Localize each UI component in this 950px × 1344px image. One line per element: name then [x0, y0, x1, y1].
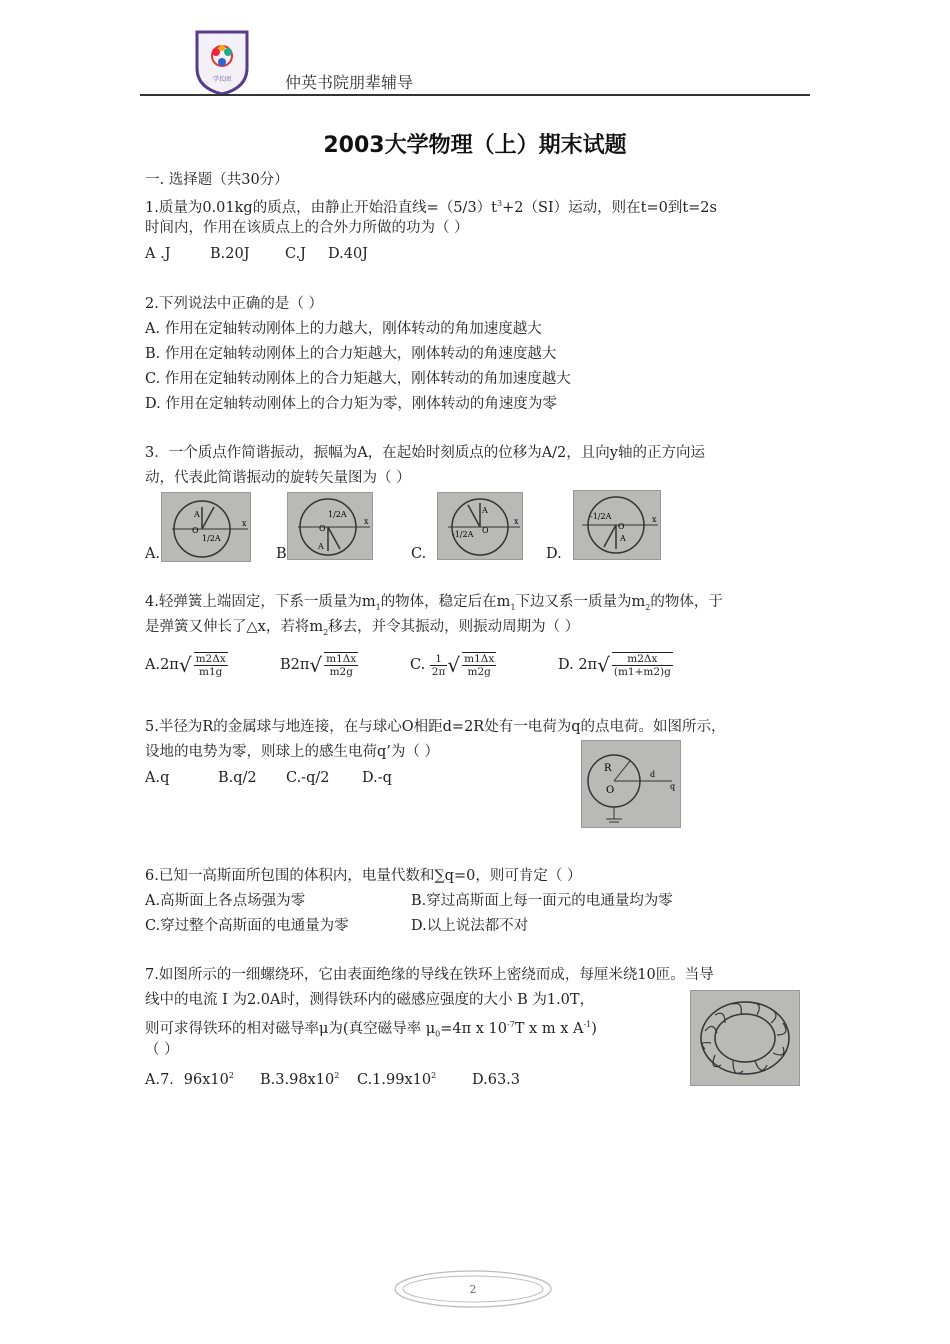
q4-option-a: A.2π√ $\frac{m2\Delta x}{m1g}$	[145, 653, 226, 678]
section-heading: 一. 选择题（共30分）	[145, 172, 289, 188]
q4-option-b: B2π√ $\frac{m1\Delta x}{m2g}$	[280, 653, 357, 678]
q6-option-b: B.穿过高斯面上每一面元的电通量均为零	[411, 893, 673, 909]
q1-option-d: D.40J	[328, 246, 368, 262]
svg-text:-1/2A: -1/2A	[590, 512, 612, 521]
svg-text:x: x	[652, 515, 657, 524]
q4-line2: 是弹簧又伸长了△x，若将$m_2$移去，并令其振动，则振动周期为（ ）	[145, 619, 580, 637]
q5-option-c: C.-q/2	[286, 770, 330, 786]
q6-option-d: D.以上说法都不对	[411, 918, 529, 934]
svg-text:d: d	[650, 770, 656, 779]
q7-line4: （ ）	[145, 1042, 179, 1058]
q2-option-c: C. 作用在定轴转动刚体上的合力矩越大，刚体转动的角加速度越大	[145, 371, 571, 387]
q6-option-c: C.穿过整个高斯面的电通量为零	[145, 918, 349, 934]
q1-option-c: C.J	[285, 246, 306, 262]
q7-line2: 线中的电流 I 为2.0A时，测得铁环内的磁感应强度的大小 B 为1.0T，	[145, 992, 595, 1008]
q1-option-a: A .J	[145, 246, 171, 262]
q5-option-d: D.-q	[362, 770, 392, 786]
q5-option-b: B.q/2	[218, 770, 257, 786]
svg-text:A: A	[194, 510, 200, 519]
q4-line1: 4.轻弹簧上端固定，下系一质量为$m_1$的物体，稳定后在$m_1$下边又系一质量为$m_2$的物体，于	[145, 594, 723, 612]
svg-text:R: R	[604, 763, 612, 774]
q3-figure-d	[573, 490, 661, 560]
logo-text: 学长团	[212, 76, 232, 83]
q5-line2: 设地的电势为零，则球上的感生电荷q’为（ ）	[145, 744, 439, 760]
svg-text:O: O	[606, 785, 615, 796]
q7-line1: 7.如图所示的一细螺绕环，它由表面绝缘的导线在铁环上密绕而成，每厘米绕10匝。当导	[145, 967, 714, 983]
svg-text:A: A	[620, 534, 626, 543]
q3-figure-c	[437, 492, 523, 560]
svg-text:O: O	[192, 526, 199, 535]
q2-stem: 2.下列说法中正确的是（ ）	[145, 296, 323, 312]
q2-option-d: D. 作用在定轴转动刚体上的合力矩为零，刚体转动的角速度为零	[145, 396, 557, 412]
svg-text:x: x	[514, 517, 519, 526]
q3-label-d: D.	[546, 546, 562, 562]
svg-text:O: O	[618, 522, 625, 531]
q3-line1: 3．一个质点作简谐振动，振幅为A，在起始时刻质点的位移为A/2，且向y轴的正方向运	[145, 445, 705, 461]
q3-label-c: C.	[411, 546, 427, 562]
page-title: 2003大学物理（上）期末试题	[323, 133, 627, 158]
q4-option-c: C. $\frac{1}{2\pi}$ √ $\frac{m1\Delta x}{m2g}$	[410, 652, 495, 678]
svg-text:A: A	[318, 542, 324, 551]
q1-option-b: B.20J	[210, 246, 250, 262]
svg-text:O: O	[482, 526, 489, 535]
q3-figure-b	[287, 492, 373, 560]
q5-option-a: A.q	[145, 770, 170, 786]
q2-option-a: A. 作用在定轴转动刚体上的力越大，刚体转动的角加速度越大	[145, 321, 542, 337]
q6-stem: 6.已知一高斯面所包围的体积内，电量代数和∑q=0，则可肯定（ ）	[145, 868, 582, 884]
q7-option-c: $C.1.99x10^2$	[357, 1071, 437, 1088]
q3-label-a: A.	[145, 546, 161, 562]
header-org: 仲英书院朋辈辅导	[285, 73, 414, 92]
svg-text:1/2A: 1/2A	[328, 510, 347, 519]
page-number-badge	[393, 1269, 553, 1309]
q6-option-a: A.高斯面上各点场强为零	[145, 893, 306, 909]
q3-label-b: B	[276, 546, 287, 562]
q4-option-d: D. 2π√ $\frac{m2\Delta x}{(m1+m2)g}$	[558, 653, 671, 678]
q5-line1: 5.半径为R的金属球与地连接，在与球心O相距d=2R处有一电荷为q的点电荷。如图所示，	[145, 719, 726, 735]
q7-option-d: D.63.3	[472, 1071, 521, 1088]
q5-figure	[581, 740, 681, 828]
q1-line2: 时间内，作用在该质点上的合外力所做的功为（ ）	[145, 220, 469, 236]
school-logo	[193, 28, 251, 96]
svg-text:A: A	[482, 506, 488, 515]
q7-option-a: A.7．$96x10^2$	[145, 1071, 234, 1088]
svg-text:x: x	[364, 517, 369, 526]
q1-line1: 1.质量为0.01kg的质点，由静止开始沿直线$=(5/3)t^3+2(SI)$运动，则在t=0到t=2s	[145, 199, 717, 216]
svg-text:q: q	[670, 782, 676, 791]
q7-line3: 则可求得铁环的相对磁导率μ为(真空磁导率 $\mu_0=4\pi$ x $10^{-7}T$ x m x $A^{-1}$)	[145, 1020, 597, 1039]
q3-figure-a	[161, 492, 251, 562]
page-number: 2	[469, 1283, 477, 1296]
svg-text:1/2A: 1/2A	[202, 534, 221, 543]
q7-option-b: $B.3.98x10^2$	[260, 1071, 340, 1088]
header-rule	[140, 94, 810, 96]
svg-text:O: O	[319, 524, 326, 533]
q7-toroid-figure	[690, 990, 800, 1086]
q3-line2: 动，代表此简谐振动的旋转矢量图为（ ）	[145, 470, 411, 486]
svg-text:-1/2A: -1/2A	[452, 530, 474, 539]
q2-option-b: B. 作用在定轴转动刚体上的合力矩越大，刚体转动的角速度越大	[145, 346, 557, 362]
svg-text:x: x	[242, 519, 247, 528]
